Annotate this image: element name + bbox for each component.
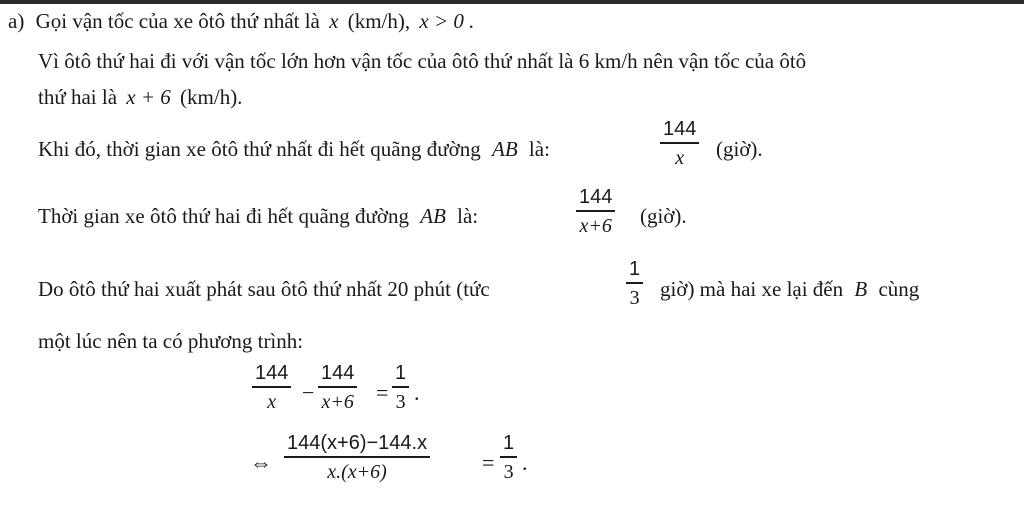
part-a-text: Gọi vận tốc của xe ôtô thứ nhất là <box>35 9 320 33</box>
eq2-fraction-main <box>284 432 430 483</box>
para4-text-before: Do ôtô thứ hai xuất phát sau ôtô thứ nhất 20 phút (tức <box>38 277 490 301</box>
fraction-denominator: x+6 <box>321 391 354 413</box>
para2-la: là: <box>528 137 550 161</box>
eq2-fraction-1-over-3 <box>500 432 517 483</box>
fraction-numerator: 144 <box>663 118 697 140</box>
fraction-numerator: 144 <box>321 362 355 384</box>
fraction-denominator: x <box>267 391 277 413</box>
para3-ab: AB <box>420 204 446 228</box>
para3-line <box>38 203 478 229</box>
para2-text: Khi đó, thời gian xe ôtô thứ nhất đi hết quãng đường <box>38 137 481 161</box>
fraction-bar <box>576 210 615 212</box>
eq1-minus: − <box>302 380 315 405</box>
point-b: B <box>854 277 868 301</box>
fraction-numerator: 144(x+6)−144.x <box>287 432 428 454</box>
fraction-numerator: 1 <box>629 258 641 280</box>
eq1-period: . <box>414 380 420 405</box>
para1-line1: Vì ôtô thứ hai đi với vận tốc lớn hơn vận tốc của ôtô thứ nhất là 6 km/h nên vận tốc của ôtô <box>38 49 807 73</box>
var-x: x <box>329 9 339 33</box>
fraction-numerator: 1 <box>503 432 515 454</box>
eq2-equals: = <box>482 450 495 475</box>
fraction-bar <box>318 386 357 388</box>
fraction-bar <box>660 142 699 144</box>
fraction-denominator: 3 <box>629 287 640 309</box>
fraction-denominator: 3 <box>395 391 406 413</box>
para1-text: thứ hai là <box>38 85 118 109</box>
fraction-numerator: 144 <box>579 186 613 208</box>
fraction-denominator: x+6 <box>579 215 612 237</box>
unit-kmh: (km/h), <box>347 9 411 33</box>
para3-text: Thời gian xe ôtô thứ hai đi hết quãng đường <box>38 204 409 228</box>
part-a-label: a) <box>8 9 25 33</box>
fraction-bar <box>252 386 291 388</box>
para4-rest <box>660 276 919 302</box>
para4-text-end: cùng <box>878 277 920 301</box>
fraction-numerator: 144 <box>255 362 289 384</box>
fraction-1-over-3 <box>626 258 643 309</box>
eq1-fraction-144-over-x <box>252 362 291 413</box>
eq2-period: . <box>522 450 528 475</box>
fraction-144-over-x-plus-6 <box>576 186 615 237</box>
para1-line2 <box>38 84 242 110</box>
eq1-equals: = <box>376 380 389 405</box>
fraction-bar <box>392 386 409 388</box>
fraction-144-over-x <box>660 118 699 169</box>
para1-unit: (km/h). <box>180 85 243 109</box>
para2-unit: (giờ). <box>716 137 763 161</box>
para3-la: là: <box>457 204 479 228</box>
condition-x-positive: x > 0 . <box>419 9 475 33</box>
fraction-denominator: 3 <box>503 461 514 483</box>
fraction-bar <box>626 282 643 284</box>
para4-line2: một lúc nên ta có phương trình: <box>38 329 304 353</box>
fraction-denominator: x.(x+6) <box>327 461 387 483</box>
eq1-fraction-1-over-3 <box>392 362 409 413</box>
para2-ab: AB <box>492 137 518 161</box>
para3-unit: (giờ). <box>640 204 687 228</box>
iff-symbol: ⇔ <box>250 450 272 475</box>
top-border <box>0 0 1024 4</box>
para4-text-after: giờ) mà hai xe lại đến <box>660 277 844 301</box>
part-a-line <box>8 8 474 34</box>
para2-line <box>38 136 550 162</box>
fraction-numerator: 1 <box>395 362 407 384</box>
fraction-bar <box>284 456 430 458</box>
expr-x-plus-6: x + 6 <box>126 85 171 109</box>
fraction-bar <box>500 456 517 458</box>
fraction-denominator: x <box>675 147 685 169</box>
eq1-fraction-144-over-x-plus-6 <box>318 362 357 413</box>
